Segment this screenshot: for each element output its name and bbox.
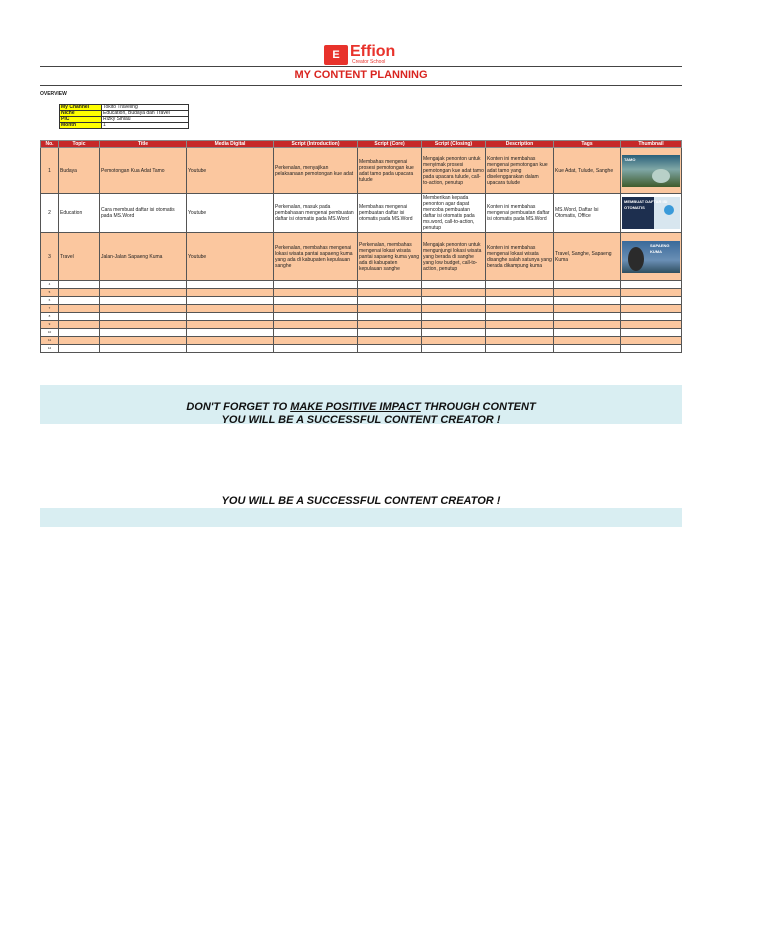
- info-value: 1: [102, 123, 189, 129]
- title-top-rule: [40, 66, 682, 67]
- table-row: [41, 305, 682, 313]
- banner-emphasis: MAKE POSITIVE IMPACT: [290, 401, 421, 413]
- intro-cell: Perkenalan, menyajikan pelaksanaan pemotongan kue adat: [274, 148, 358, 194]
- banner-repeat-clipped: [40, 495, 682, 508]
- table-row: [41, 297, 682, 305]
- column-header: Script (Closing): [422, 141, 486, 148]
- logo-text: [350, 44, 395, 65]
- thumbnail-cell: [621, 148, 682, 194]
- logo-name: Effion: [350, 43, 396, 60]
- column-header: Media Digital: [187, 141, 274, 148]
- banner-repeat-line: YOU WILL BE A SUCCESSFUL CONTENT CREATOR !: [221, 495, 501, 507]
- banner-text: THROUGH CONTENT: [420, 401, 536, 413]
- column-header: Script (Introduction): [274, 141, 358, 148]
- tags-cell: Travel, Sanghe, Sapaeng Kuma: [554, 233, 621, 281]
- info-value: Tokito Traveling: [102, 105, 189, 111]
- motivation-banner: [40, 401, 682, 427]
- row-number: 2: [41, 194, 59, 233]
- core-cell: Perkenalan, membahas mengenai lokasi wisata pantai sapaeng kuma yang ada di kabupaten kepulauan sanghe: [358, 233, 422, 281]
- description-cell: Konten ini membahas mengenai pemotongan kue adat tamo yang diselenggarakan dalam upacara tulude: [486, 148, 554, 194]
- table-row: [41, 281, 682, 289]
- table-row: [41, 233, 682, 281]
- thumbnail-shape: [628, 247, 644, 271]
- banner-text: DON'T FORGET TO: [186, 401, 291, 413]
- banner-line-2: YOU WILL BE A SUCCESSFUL CONTENT CREATOR !: [221, 414, 501, 426]
- table-row: [41, 289, 682, 297]
- topic-cell: Travel: [59, 233, 100, 281]
- tags-cell: Kue Adat, Tulude, Sanghe: [554, 148, 621, 194]
- row-number: 1: [41, 148, 59, 194]
- column-header: Description: [486, 141, 554, 148]
- thumbnail-image: [622, 155, 680, 187]
- thumbnail-cell: [621, 233, 682, 281]
- thumbnail-cell: [621, 194, 682, 233]
- banner-line-1: [40, 401, 682, 414]
- column-header: Script (Core): [358, 141, 422, 148]
- tags-cell: MS.Word, Daftar Isi Otomatis, Office: [554, 194, 621, 233]
- table-row: [41, 345, 682, 353]
- overview-label: OVERVIEW: [40, 91, 67, 97]
- title-cell: Cara membuat daftar isi otomatis pada MS.Word: [100, 194, 187, 233]
- table-row: [41, 329, 682, 337]
- column-header: Tags: [554, 141, 621, 148]
- row-number: 6: [41, 297, 59, 305]
- thumbnail-text: MEMBUAT DAFTAR ISI OTOMATIS: [624, 199, 668, 210]
- media-cell: Youtube: [187, 233, 274, 281]
- row-number: 4: [41, 281, 59, 289]
- overview-info-table: [59, 104, 189, 129]
- media-cell: Youtube: [187, 148, 274, 194]
- description-cell: Konten ini membahas mengenai pembuatan daftar isi otomatis pada MS.Word: [486, 194, 554, 233]
- logo-subtitle: Creator School: [352, 59, 386, 65]
- logo-mark-icon: E: [324, 45, 348, 65]
- title-cell: Pemotongan Kua Adat Tamo: [100, 148, 187, 194]
- info-key: Niche: [60, 111, 102, 117]
- info-key: My Channel: [60, 105, 102, 111]
- core-cell: Membahas mengenai prosesi pemotongan kue adat tamo pada upacara tulude: [358, 148, 422, 194]
- intro-cell: Perkenalan, masuk pada pembahasan mengenai pembuatan daftar isi otomatis pada MS.Word: [274, 194, 358, 233]
- row-number: 9: [41, 321, 59, 329]
- table-row: [41, 321, 682, 329]
- column-header: Thumbnail: [621, 141, 682, 148]
- topic-cell: Budaya: [59, 148, 100, 194]
- column-header: Title: [100, 141, 187, 148]
- info-row: [60, 123, 189, 129]
- description-cell: Konten ini membahas mengenai lokasi wisata disanghe salah satunya yang berada dikampung kuma: [486, 233, 554, 281]
- page-title: MY CONTENT PLANNING: [294, 69, 428, 81]
- row-number: 3: [41, 233, 59, 281]
- core-cell: Membahas mengenai pembuatan daftar isi otomatis pada MS.Word: [358, 194, 422, 233]
- closing-cell: Memberikan kepada penonton agar dapat mencoba pembuatan daftar isi otomatis pada ms.word, call-to-action, penutup: [422, 194, 486, 233]
- thumbnail-shape: [664, 205, 674, 215]
- media-cell: Youtube: [187, 194, 274, 233]
- info-key: PIC: [60, 117, 102, 123]
- closing-cell: Mengajak penonton untuk mengunjungi lokasi wisata yang berada di sanghe yang low budget, call-to-action, penutup: [422, 233, 486, 281]
- title-bottom-rule: [40, 85, 682, 86]
- row-number: 7: [41, 305, 59, 313]
- info-value: Rizky Sinlau: [102, 117, 189, 123]
- topic-cell: Education: [59, 194, 100, 233]
- thumbnail-image: [622, 197, 680, 229]
- thumbnail-text: SAPAENG KUMA: [650, 242, 670, 254]
- column-header: Topic: [59, 141, 100, 148]
- row-number: 10: [41, 329, 59, 337]
- table-row: [41, 148, 682, 194]
- intro-cell: Perkenalan, membahas mengenai lokasi wisata pantai sapaeng kuma yang ada di kabupaten kepulauan sanghe: [274, 233, 358, 281]
- row-number: 11: [41, 337, 59, 345]
- table-row: [41, 194, 682, 233]
- thumbnail-text: TAMO: [624, 156, 636, 162]
- row-number: 12: [41, 345, 59, 353]
- table-row: [41, 337, 682, 345]
- brand-logo: [324, 44, 395, 65]
- thumbnail-shape: [652, 169, 670, 183]
- row-number: 5: [41, 289, 59, 297]
- content-planning-table: [40, 140, 682, 353]
- column-header: No.: [41, 141, 59, 148]
- thumbnail-image: [622, 241, 680, 273]
- banner-background-repeat: [40, 508, 682, 527]
- row-number: 8: [41, 313, 59, 321]
- table-row: [41, 313, 682, 321]
- info-value: Education, Budaya dan Travel: [102, 111, 189, 117]
- info-key: Month: [60, 123, 102, 129]
- title-cell: Jalan-Jalan Sapaeng Kuma: [100, 233, 187, 281]
- table-header-row: [41, 141, 682, 148]
- closing-cell: Mengajak penonton untuk menyimak prosesi pemotongan kue adat tamo pada upacara tulude, call-to-action, penutup: [422, 148, 486, 194]
